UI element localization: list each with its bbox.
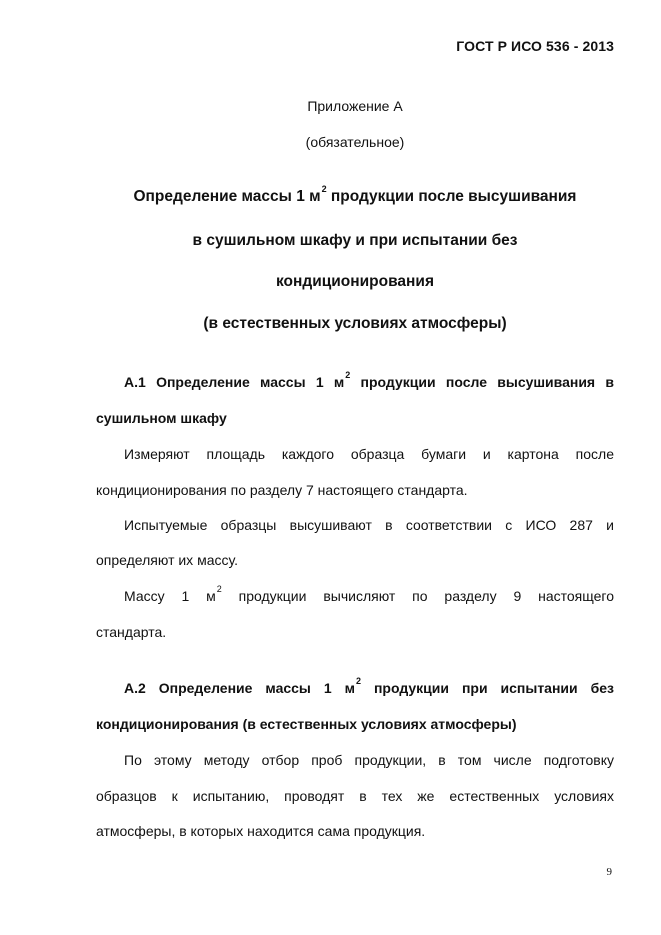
paragraph-line: атмосферы, в которых находится сама продукция. bbox=[96, 823, 426, 839]
paragraph-line: Испытуемые образцы высушивают в соответствии с ИСО 287 и bbox=[124, 517, 614, 533]
heading-text: Определение массы 1 м bbox=[133, 188, 321, 205]
paragraph-text: продукции вычисляют по разделу 9 настоящего bbox=[221, 588, 614, 604]
superscript: 2 bbox=[321, 184, 327, 194]
standard-code: ГОСТ Р ИСО 536 - 2013 bbox=[456, 38, 614, 54]
paragraph-text: Массу 1 м bbox=[124, 588, 216, 604]
annex-heading-line-1 bbox=[96, 184, 614, 206]
paragraph-line: По этому методу отбор проб продукции, в том числе подготовку bbox=[124, 752, 614, 768]
annex-heading-line-4: (в естественных условиях атмосферы) bbox=[203, 315, 507, 332]
annex-subtitle: (обязательное) bbox=[305, 134, 405, 150]
section-title-text: продукции после высушивания в bbox=[350, 374, 614, 390]
section-a2-title bbox=[124, 676, 614, 696]
annex-heading-line-2: в сушильном шкафу и при испытании без bbox=[192, 232, 518, 249]
paragraph-line: определяют их массу. bbox=[96, 552, 238, 568]
section-title-text: продукции при испытании без bbox=[360, 680, 614, 696]
section-a2-title-line-2: кондиционирования (в естественных условиях атмосферы) bbox=[96, 716, 517, 732]
superscript: 2 bbox=[355, 676, 361, 686]
section-a1-title bbox=[124, 370, 614, 390]
paragraph-line: образцов к испытанию, проводят в тех же естественных условиях bbox=[96, 788, 614, 804]
annex-title: Приложение А bbox=[307, 98, 403, 114]
section-title-text: А.1 Определение массы 1 м bbox=[124, 374, 345, 390]
annex-heading-line-3: кондиционирования bbox=[276, 273, 434, 290]
superscript: 2 bbox=[216, 584, 222, 594]
paragraph-line bbox=[124, 584, 614, 604]
paragraph-line: Измеряют площадь каждого образца бумаги и картона после bbox=[124, 446, 614, 462]
section-a1-title-line-2: сушильном шкафу bbox=[96, 410, 227, 426]
paragraph-line: кондиционирования по разделу 7 настоящего стандарта. bbox=[96, 482, 468, 498]
superscript: 2 bbox=[345, 370, 351, 380]
paragraph-line: стандарта. bbox=[96, 624, 167, 640]
section-title-text: А.2 Определение массы 1 м bbox=[124, 680, 355, 696]
page-number: 9 bbox=[606, 866, 612, 878]
heading-text: продукции после высушивания bbox=[326, 188, 577, 205]
